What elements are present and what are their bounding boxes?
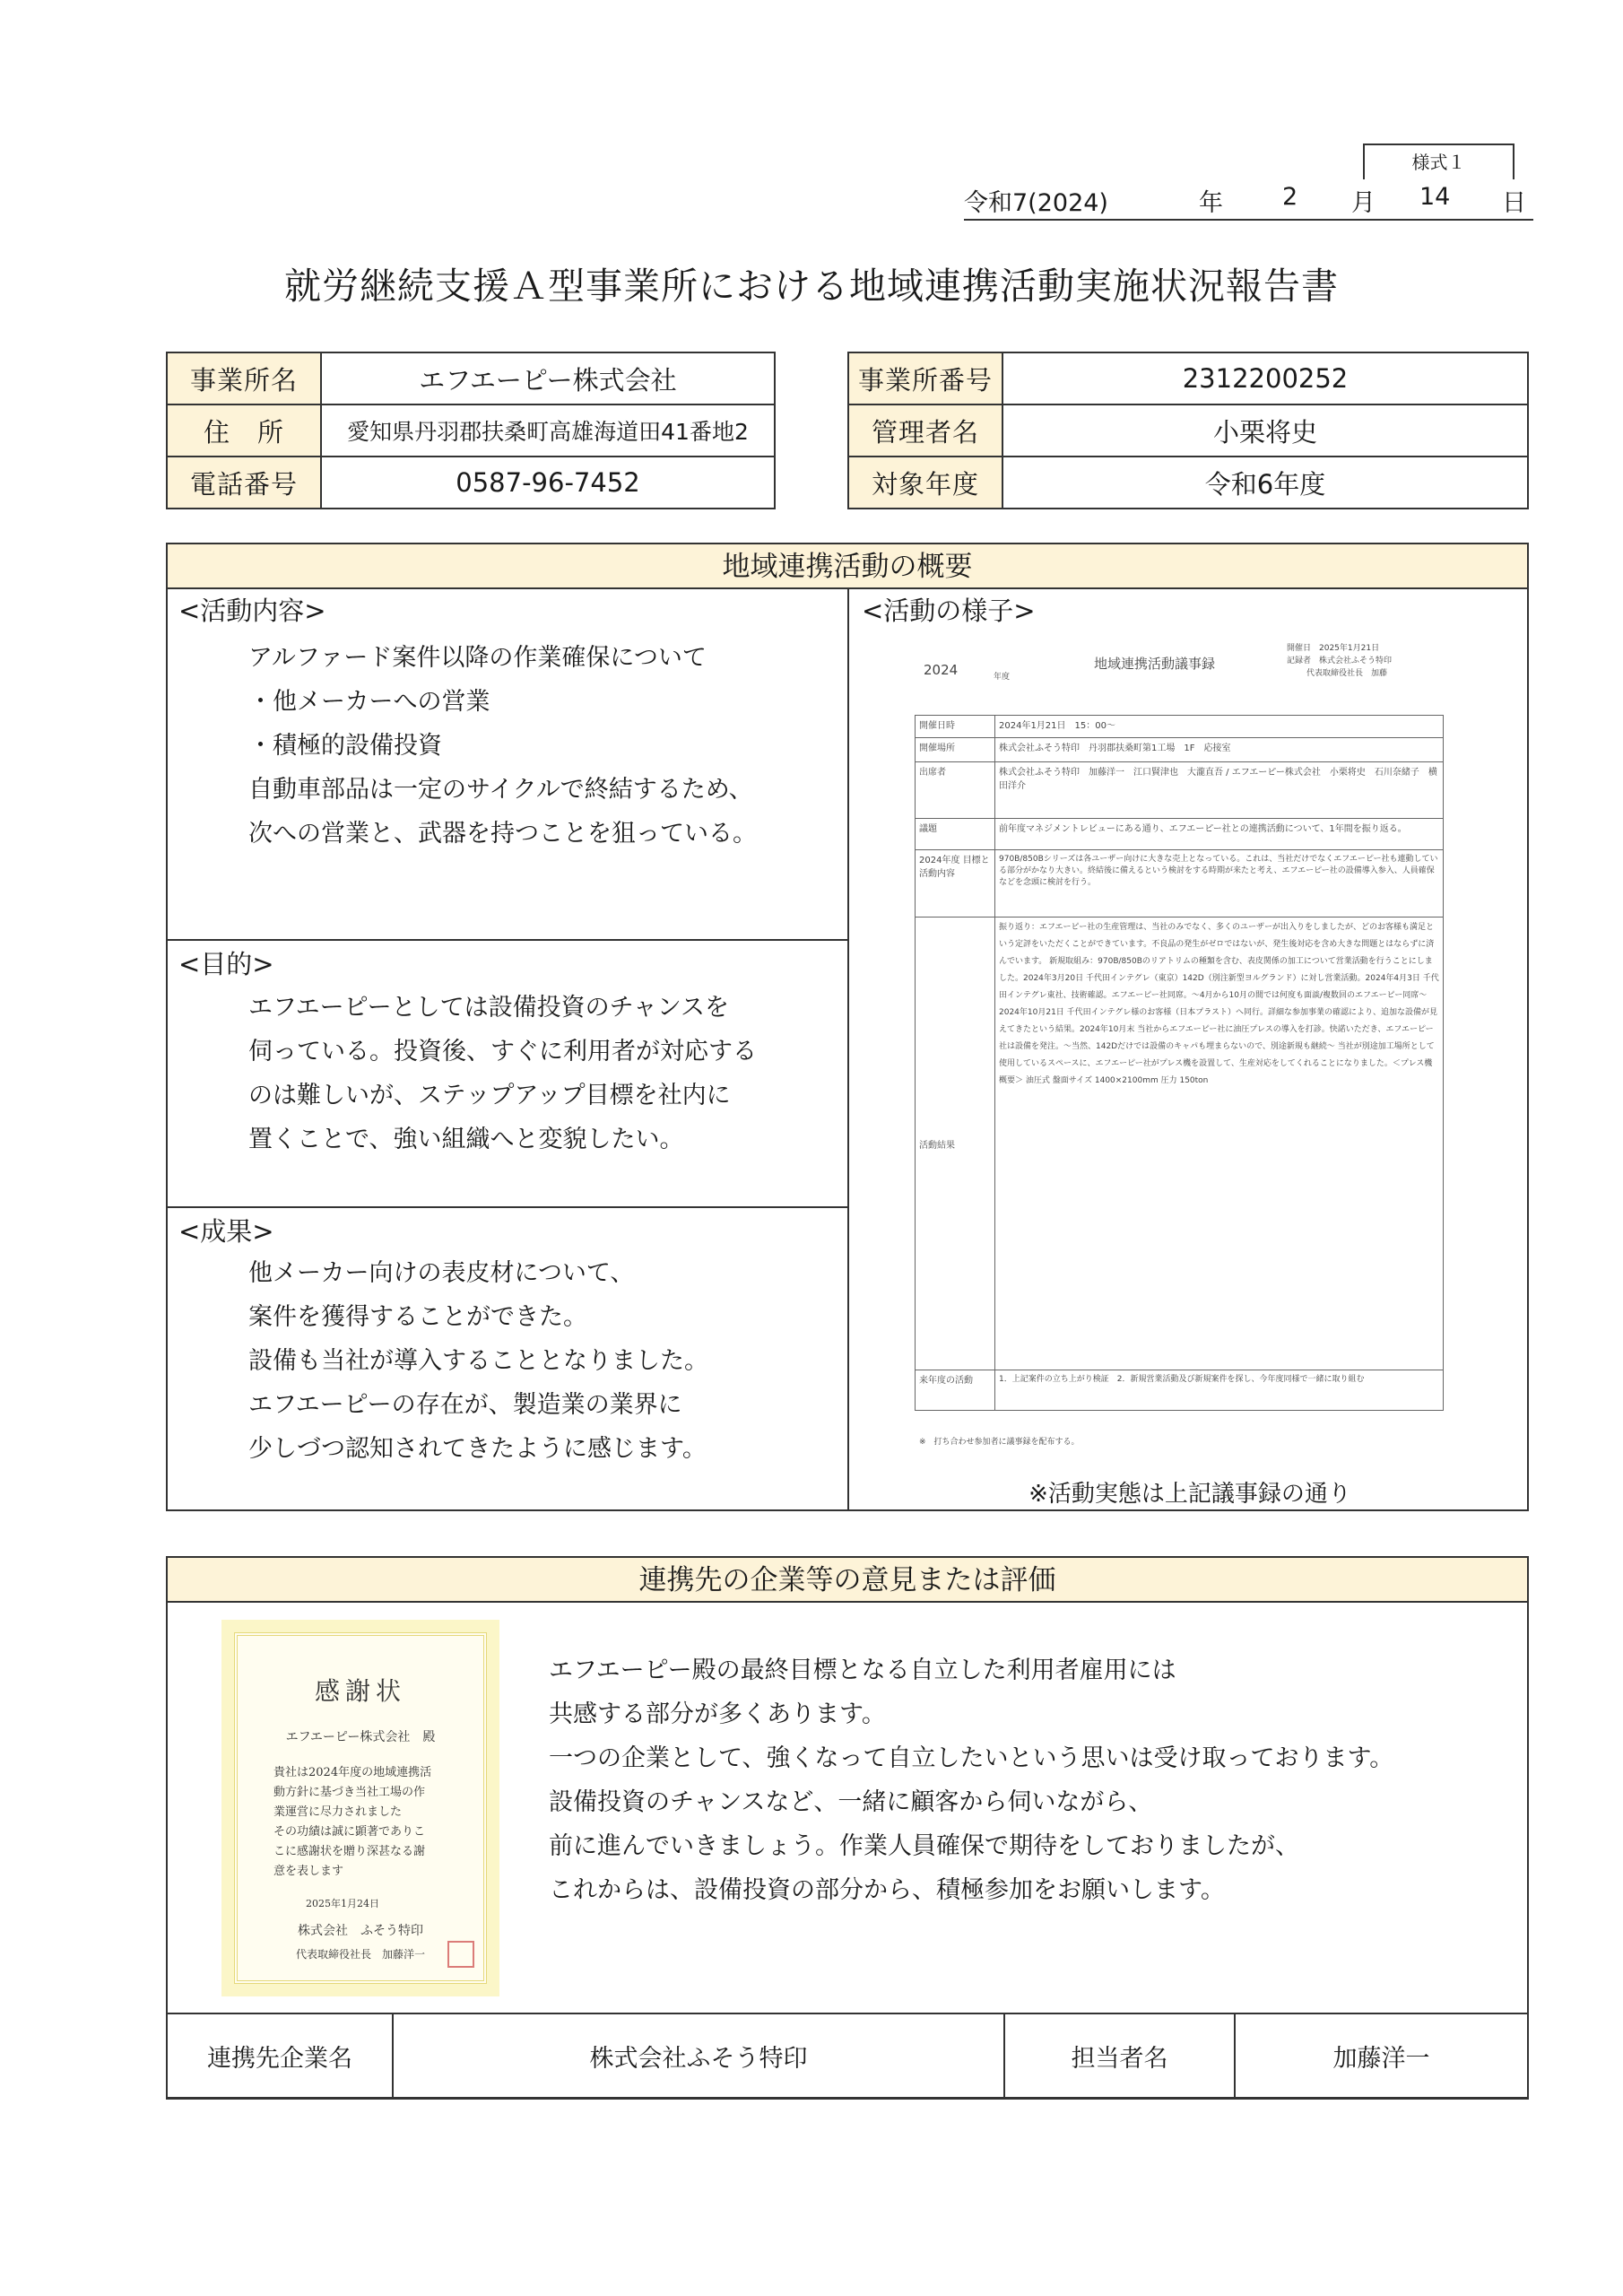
- minutes-row-text: 株式会社ふそう特印 加藤洋一 江口賢津也 大瀧直吾 / エフエーピー株式会社 小栗将史 石川奈緒子 横田洋介: [995, 762, 1444, 819]
- evaluation-line: 一つの企業として、強くなって自立したいという思いは受け取っております。: [549, 1744, 1394, 1772]
- document-title: 就労継続支援Ａ型事業所における地域連携活動実施状況報告書: [284, 265, 1339, 308]
- scene-heading: <活動の様子>: [862, 596, 1036, 626]
- table-row: [916, 762, 1444, 819]
- date-day-unit: 日: [1502, 189, 1526, 217]
- date-month: 2: [1282, 183, 1298, 211]
- activity-heading: <活動内容>: [178, 596, 326, 626]
- target-year-value: 令和6年度: [1002, 457, 1528, 509]
- manager-label: 管理者名: [848, 404, 1002, 457]
- activity-minutes-document: [901, 641, 1457, 1448]
- office-number-value: 2312200252: [1002, 352, 1528, 404]
- minutes-meta-line: 記録者 株式会社ふそう特印: [1287, 657, 1393, 665]
- table-row: [916, 738, 1444, 762]
- minutes-row-label: 出席者: [916, 762, 995, 819]
- result-line: 他メーカー向けの表皮材について、: [248, 1259, 635, 1287]
- seal-stamp-icon: [447, 1941, 474, 1968]
- date-era: 令和7(2024): [964, 189, 1108, 217]
- purpose-heading: <目的>: [178, 949, 274, 979]
- minutes-meta-line: 代表取締役社長 加藤: [1306, 669, 1388, 678]
- certificate-company: 株式会社 ふそう特印: [298, 1924, 423, 1938]
- purpose-panel: [168, 941, 847, 1206]
- evaluation-line: 共感する部分が多くあります。: [549, 1700, 886, 1728]
- activity-content-panel: [168, 587, 847, 939]
- table-row: [916, 918, 1444, 1370]
- result-line: 少しづつ認知されてきたように感じます。: [248, 1435, 707, 1463]
- partner-company-label: 連携先企業名: [167, 2013, 393, 2098]
- minutes-title: 地域連携活動議事録: [1094, 656, 1216, 672]
- purpose-line: 伺っている。投資後、すぐに利用者が対応する: [248, 1038, 757, 1065]
- result-line: 設備も当社が導入することとなりました。: [248, 1347, 708, 1375]
- evaluation-line: エフエーピー殿の最終目標となる自立した利用者雇用には: [549, 1657, 1176, 1684]
- purpose-lines: [248, 986, 757, 1161]
- certificate-body: [273, 1763, 471, 1882]
- office-name-value: エフエーピー株式会社: [321, 352, 775, 404]
- minutes-table: [915, 715, 1444, 1411]
- address-value: 愛知県丹羽郡扶桑町高雄海道田41番地2: [321, 404, 775, 457]
- minutes-row-text: 2024年1月21日 15：00～: [995, 716, 1444, 738]
- table-row: [848, 352, 1528, 404]
- minutes-year-suffix: 年度: [994, 673, 1011, 682]
- table-row: [916, 850, 1444, 918]
- certificate-body-line: 動方針に基づき当社工場の作: [273, 1786, 426, 1799]
- report-date: [964, 179, 1533, 221]
- table-row: [916, 716, 1444, 738]
- minutes-row-text: 前年度マネジメントレビューにある通り、エフエーピー社との連携活動について、1年間を振り返る。: [995, 819, 1444, 850]
- purpose-line: のは難しいが、ステップアップ目標を社内に: [248, 1082, 731, 1109]
- certificate-recipient: エフエーピー株式会社 殿: [285, 1730, 436, 1744]
- table-row: [916, 1370, 1444, 1411]
- contact-person-label: 担当者名: [1004, 2013, 1235, 2098]
- activity-line: 次への営業と、武器を持つことを狙っている。: [248, 820, 757, 848]
- result-panel: [168, 1208, 847, 1511]
- minutes-meta-line: 開催日 2025年1月21日: [1287, 644, 1380, 653]
- purpose-line: 置くことで、強い組織へと変貌したい。: [248, 1126, 684, 1153]
- overview-header: 地域連携活動の概要: [168, 544, 1527, 589]
- minutes-row-text: 振り返り：エフエーピー社の生産管理は、当社のみでなく、多くのユーザーが出入りをしましたが、どのお客様も満足という定評をいただくことができています。不良品の発生がゼロではないが、発生後対応を含め大きな問題とはならずに済んでいます。 新規取組み：970B/850Bのリアトリムの種類を含む、表皮関係の加工について営業活動を行うことにしました。2024年3月20日 千代田インテグレ（東京）142D（別注新型ヨルグランド）に対し営業活動。2024年4月3日 千代田インテグレ東社、技術確認。エフエーピー社同席。～4月から10月の間では何度も面談/複数回のエフエーピー同席～ 2024年10月21日 千代田インテグレ様のお客様（日本プラスト）へ同行。詳細な参加事業の確認により、追加な設備が見えてきたという結果。2024年10月末 当社からエフエーピー社に油圧プレスの導入を打診。快諾いただき、エフエーピー社は設備を発注。～当然、142Dだけでは設備のキャパも埋まらないので、別途新規も継続～ 当社が別途加工場所として使用しているスペースに、エフエーピー社がプレス機を設置して、生産対応をしてくれることになりました。＜プレス機概要＞ 油圧式 盤面サイズ 1400×2100mm 圧力 150ton: [995, 918, 1444, 1370]
- activity-line: ・積極的設備投資: [248, 732, 442, 760]
- minutes-row-text: 970B/850Bシリーズは各ユーザー向けに大きな売上となっている。これは、当社だけでなくエフエーピー社も連動している部分がかなり大きい。終結後に備えるという検討をする時期が来たと考え、エフエーピー社の設備導入参入、人員確保などを念頭に検討を行う。: [995, 850, 1444, 918]
- date-month-unit: 月: [1351, 189, 1376, 217]
- minutes-row-label: 2024年度 目標と活動内容: [916, 850, 995, 918]
- minutes-row-text: 1．上記案件の立ち上がり検証 2．新規営業活動及び新規案件を探し、今年度同様で一緒に取り組む: [995, 1370, 1444, 1411]
- certificate-body-line: 業運営に尽力されました: [273, 1805, 403, 1819]
- evaluation-line: 設備投資のチャンスなど、一緒に顧客から伺いながら、: [549, 1788, 1153, 1816]
- certificate-body-line: 貴社は2024年度の地域連携活: [273, 1766, 432, 1779]
- activity-lines: [248, 636, 757, 856]
- minutes-row-label: 議題: [916, 819, 995, 850]
- purpose-line: エフエーピーとしては設備投資のチャンスを: [248, 994, 729, 1022]
- table-row: [916, 819, 1444, 850]
- table-row: [167, 352, 775, 404]
- certificate-of-appreciation-image: [221, 1620, 499, 1996]
- partner-info-table: [166, 2013, 1529, 2099]
- certificate-body-line: その功績は誠に顕著でありこ: [273, 1825, 426, 1839]
- certificate-body-line: こに感謝状を贈り深甚なる謝: [273, 1845, 426, 1858]
- activity-line: アルファード案件以降の作業確保について: [248, 644, 707, 672]
- table-row: [848, 457, 1528, 509]
- office-number-label: 事業所番号: [848, 352, 1002, 404]
- form-number-badge: 様式１: [1363, 144, 1515, 179]
- minutes-row-label: 開催日時: [916, 716, 995, 738]
- minutes-row-label: 来年度の活動: [916, 1370, 995, 1411]
- certificate-body-line: 意を表します: [273, 1865, 344, 1878]
- date-day: 14: [1419, 183, 1451, 211]
- minutes-footnote: ※ 打ち合わせ参加者に議事録を配布する。: [919, 1438, 1080, 1447]
- evaluation-header: 連携先の企業等の意見または評価: [168, 1558, 1527, 1603]
- table-row: [167, 404, 775, 457]
- evaluation-line: 前に進んでいきましょう。作業人員確保で期待をしておりましたが、: [549, 1832, 1299, 1860]
- minutes-row-label: 開催場所: [916, 738, 995, 762]
- minutes-row-text: 株式会社ふそう特印 丹羽郡扶桑町第1工場 1F 応接室: [995, 738, 1444, 762]
- evaluation-comment: [549, 1648, 1393, 1912]
- phone-value: 0587-96-7452: [321, 457, 775, 509]
- certificate-date: 2025年1月24日: [306, 1898, 379, 1909]
- result-heading: <成果>: [178, 1216, 274, 1247]
- office-name-label: 事業所名: [167, 352, 321, 404]
- phone-label: 電話番号: [167, 457, 321, 509]
- table-row: [167, 457, 775, 509]
- table-row: [848, 404, 1528, 457]
- office-number-table: [847, 352, 1529, 509]
- date-year-unit: 年: [1199, 189, 1223, 217]
- partner-company-value: 株式会社ふそう特印: [393, 2013, 1004, 2098]
- result-line: 案件を獲得することができた。: [248, 1303, 587, 1331]
- evaluation-line: これからは、設備投資の部分から、積極参加をお願いします。: [549, 1876, 1225, 1904]
- certificate-signer: 代表取締役社長 加藤洋一: [295, 1948, 425, 1961]
- certificate-title: 感謝状: [314, 1676, 406, 1706]
- target-year-label: 対象年度: [848, 457, 1002, 509]
- address-label: 住 所: [167, 404, 321, 457]
- scene-note: ※活動実態は上記議事録の通り: [1028, 1481, 1351, 1508]
- table-row: [167, 2013, 1528, 2098]
- minutes-year: 2024: [924, 662, 959, 678]
- office-info-table: [166, 352, 776, 509]
- activity-line: ・他メーカーへの営業: [248, 688, 490, 716]
- result-lines: [248, 1251, 708, 1471]
- contact-person-value: 加藤洋一: [1235, 2013, 1528, 2098]
- activity-line: 自動車部品は一定のサイクルで終結するため、: [248, 776, 753, 804]
- certificate-frame: [234, 1632, 487, 1984]
- manager-value: 小栗将史: [1002, 404, 1528, 457]
- column-divider: [847, 587, 849, 1511]
- minutes-row-label: 活動結果: [916, 918, 995, 1370]
- result-line: エフエーピーの存在が、製造業の業界に: [248, 1391, 682, 1419]
